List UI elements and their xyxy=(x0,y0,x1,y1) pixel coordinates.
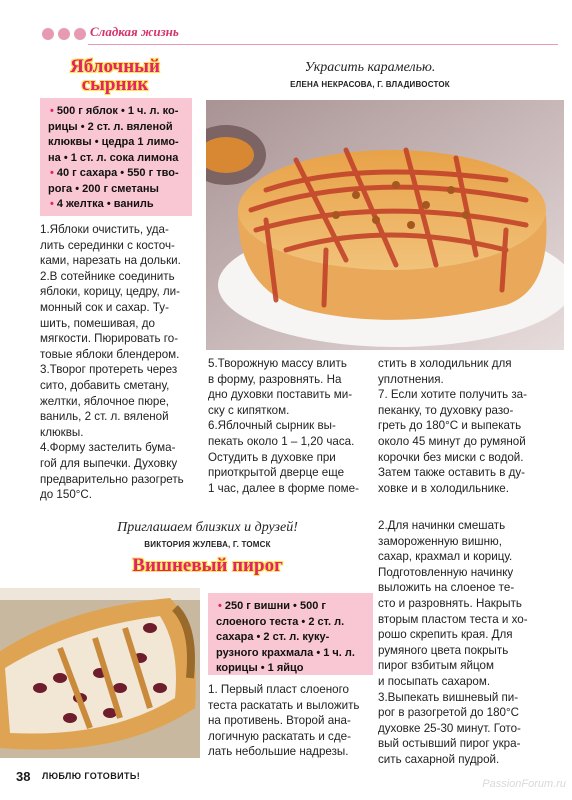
ingredient-line: • 40 г сахара • 550 г тво- xyxy=(48,166,186,182)
step-line: пекать около 1 – 1,20 часа. xyxy=(208,434,355,448)
recipe1-steps-col2 xyxy=(208,356,373,496)
step-line: сито, добавить сметану, xyxy=(40,378,170,392)
decor-dot xyxy=(58,28,70,40)
step-line: 1 час, далее в форме поме- xyxy=(208,481,359,495)
step-line: Остудить в духовке при xyxy=(208,450,336,464)
recipe-quote: Украсить карамелью. xyxy=(304,60,436,75)
step-line: ховке и в холодильнике. xyxy=(378,481,509,495)
recipe-title-cherry-pie: Вишневый пирог xyxy=(132,555,283,576)
step-line: сто и разровнять. Накрыть xyxy=(378,596,522,610)
step-line: 7. Если хотите получить за- xyxy=(378,388,527,402)
step-line: шить, помешивая, до xyxy=(40,316,155,330)
ingredient-line: сахара • 2 ст. л. куку- xyxy=(216,631,330,643)
ingredient-line: рузного крахмала • 1 ч. л. xyxy=(216,646,355,659)
magazine-name: ЛЮБЛЮ ГОТОВИТЬ! xyxy=(42,771,141,781)
step-line: товые яблоки блендером. xyxy=(40,347,180,361)
step-line: ску с кипятком. xyxy=(208,403,290,417)
step-line: лить серединки с косточ- xyxy=(40,238,175,252)
step-line: духовке 25-30 минут. Гото- xyxy=(378,721,521,735)
step-line: предварительно разогреть xyxy=(40,472,184,486)
ingredients-box xyxy=(208,593,373,675)
recipe-author: ЕЛЕНА НЕКРАСОВА, Г. ВЛАДИВОСТОК xyxy=(290,80,450,89)
ingredient-line: • 250 г вишни • 500 г xyxy=(216,599,367,615)
ingredient-line: рога • 200 г сметаны xyxy=(48,182,159,195)
step-line: выложить на слоеное те- xyxy=(378,581,515,595)
cheesecake-illustration xyxy=(206,100,564,350)
ingredient-line: на • 1 ст. л. сока лимона xyxy=(48,151,179,164)
step-line: теста раскатать и выложить xyxy=(208,698,360,712)
recipe2-steps-col3 xyxy=(378,518,563,768)
step-line: рог в разогретой до 180°С xyxy=(378,706,519,720)
step-line: Затем также оставить в ду- xyxy=(378,466,526,480)
step-line: сить сахарной пудрой. xyxy=(378,752,500,766)
recipe2-quote: Приглашаем близких и друзей! xyxy=(117,520,298,535)
page-number: 38 xyxy=(16,769,31,784)
step-line: 1.Яблоки очистить, уда- xyxy=(40,223,169,236)
step-line: на противень. Второй ана- xyxy=(208,714,351,728)
step-line: монный сок и сахар. Ту- xyxy=(40,300,169,314)
step-line: сахар, крахмал и корицу. xyxy=(378,550,513,564)
step-line: греть до 180°С и выпекать xyxy=(378,419,522,433)
step-line: дно духовки поставить ми- xyxy=(208,388,353,402)
step-line: 1. Первый пласт слоеного xyxy=(208,683,349,696)
recipe2-steps-col2 xyxy=(208,682,373,760)
title-line: Яблочный xyxy=(70,56,160,77)
header-divider xyxy=(88,44,558,45)
step-line: гой для выпечки. Духовку xyxy=(40,456,178,470)
recipe1-steps-col3 xyxy=(378,356,563,496)
step-line: яблоки, корицу, цедру, ли- xyxy=(40,285,180,299)
step-line: 3.Творог протереть через xyxy=(40,363,178,377)
step-line: мягкости. Пюрировать го- xyxy=(40,332,179,346)
ingredient-line: • 500 г яблок • 1 ч. л. ко- xyxy=(48,104,186,120)
cherry-pie-illustration xyxy=(0,588,200,758)
recipe-title-apple-cheesecake xyxy=(40,58,190,94)
step-line: 2.Для начинки смешать xyxy=(378,519,506,532)
watermark: PassionForum.ru xyxy=(482,778,566,790)
step-line: Подготовленную начинку xyxy=(378,565,514,579)
step-line: приоткрытой дверце еще xyxy=(208,466,345,480)
recipe1-steps-col1 xyxy=(40,222,200,503)
step-line: ками, нарезать на дольки. xyxy=(40,254,181,268)
step-line: вторым пластом теста и хо- xyxy=(378,612,528,626)
step-line: до 150°С. xyxy=(40,488,93,502)
step-line: рошо скрепить края. Для xyxy=(378,628,513,642)
step-line: стить в холодильник для xyxy=(378,357,512,370)
step-line: вый остывший пирог укра- xyxy=(378,737,521,751)
ingredient-line: корицы • 1 яйцо xyxy=(216,662,304,674)
step-line: в форму, разровнять. На xyxy=(208,372,342,386)
step-line: уплотнения. xyxy=(378,372,444,386)
ingredients-box xyxy=(40,98,192,216)
step-line: 4.Форму застелить бума- xyxy=(40,441,176,455)
step-line: 5.Творожную массу влить xyxy=(208,357,347,370)
step-line: и посыпать сахаром. xyxy=(378,674,491,688)
step-line: лать небольшие надрезы. xyxy=(208,745,349,759)
step-line: корочки без миски с водой. xyxy=(378,450,524,464)
step-line: около 45 минут до румяной xyxy=(378,434,526,448)
step-line: пирог взбитым яйцом xyxy=(378,659,494,673)
step-line: 6.Яблочный сырник вы- xyxy=(208,419,336,433)
section-title: Сладкая жизнь xyxy=(90,24,179,39)
step-line: клюквы. xyxy=(40,425,84,439)
step-line: 3.Выпекать вишневый пи- xyxy=(378,690,519,704)
ingredient-line: рицы • 2 ст. л. вяленой xyxy=(48,120,173,133)
decor-dot xyxy=(74,28,86,40)
ingredient-line: клюквы • цедра 1 лимо- xyxy=(48,136,179,148)
step-line: пеканку, то духовку разо- xyxy=(378,403,514,417)
step-line: ваниль, 2 ст. л. вяленой xyxy=(40,410,169,424)
recipe2-author: ВИКТОРИЯ ЖУЛЕВА, Г. ТОМСК xyxy=(144,540,271,549)
step-line: желтки, яблочное пюре, xyxy=(40,394,170,408)
step-line: логичную раскатать и сде- xyxy=(208,729,351,743)
ingredient-line: слоеного теста • 2 ст. л. xyxy=(216,615,345,628)
decor-dot xyxy=(42,28,54,40)
step-line: румяного цвета покрыть xyxy=(378,643,509,657)
step-line: замороженную вишню, xyxy=(378,534,502,548)
cherry-pie-photo xyxy=(0,588,200,758)
ingredient-line: • 4 желтка • ваниль xyxy=(48,197,186,213)
step-line: 2.В сотейнике соединить xyxy=(40,269,175,283)
cheesecake-photo xyxy=(206,100,564,350)
title-line: сырник xyxy=(81,74,149,95)
